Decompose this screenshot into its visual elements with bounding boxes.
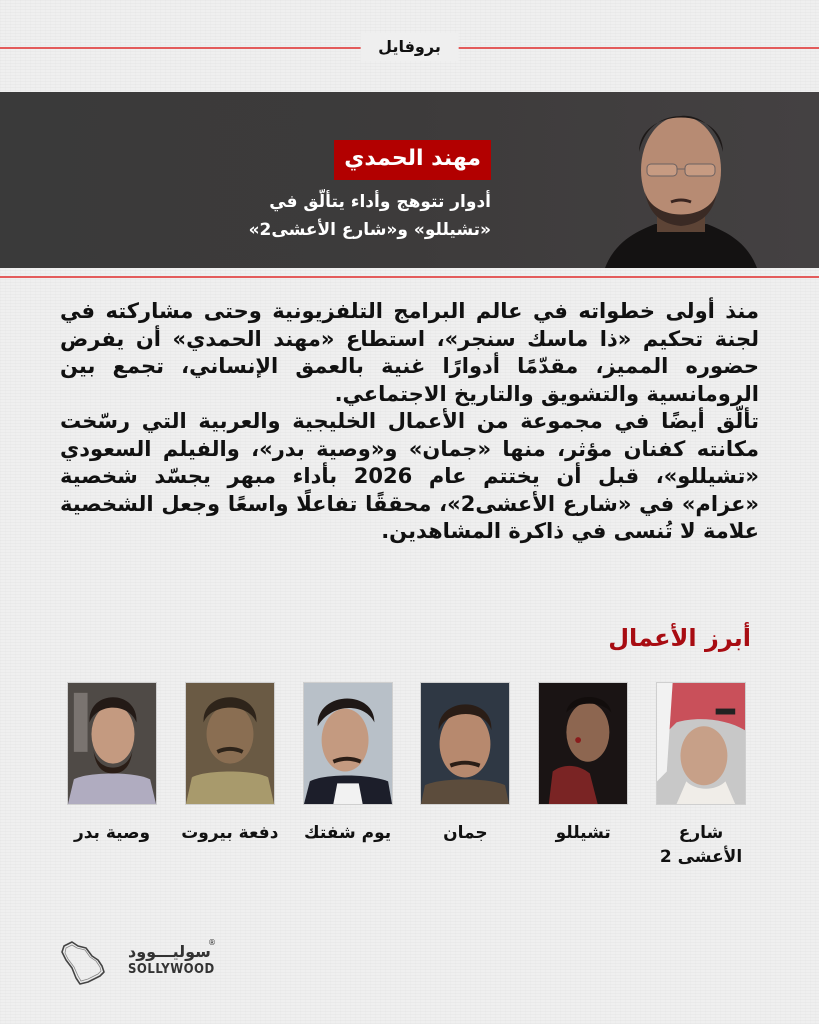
article-paragraph: منذ أولى خطواته في عالم البرامج التلفزيونية وحتى مشاركته في لجنة تحكيم «ذا ماسك سنجر»، استطاع «مهند الحمدي» أن يفرض حضوره المميز، مقدّمًا أدوارًا غنية بالعمق الإنساني، تجمع بين الرومانسية والتشويق والتاريخ الاجتماعي. bbox=[60, 299, 759, 406]
work-title: وصية بدر bbox=[73, 823, 151, 843]
work-item[interactable] bbox=[419, 682, 511, 869]
still-dark-icon bbox=[538, 682, 628, 805]
work-item[interactable] bbox=[655, 682, 747, 869]
works-title: أبرز الأعمال bbox=[608, 624, 751, 652]
name-badge: مهند الحمدي bbox=[334, 140, 491, 180]
work-item[interactable] bbox=[66, 682, 158, 869]
section-label: بروفايل bbox=[360, 33, 459, 61]
logo-arabic: سوليـــوود bbox=[128, 942, 211, 961]
registered-mark: ® bbox=[208, 938, 216, 947]
still-sepia-icon bbox=[185, 682, 275, 805]
work-item[interactable] bbox=[537, 682, 629, 869]
work-title: دفعة بيروت bbox=[181, 823, 279, 843]
work-title: شارع الأعشى 2 bbox=[659, 823, 743, 867]
still-jumman-icon bbox=[420, 682, 510, 805]
hero-subtitle: أدوار تتوهج وأداء يتألّق في «تشيللو» و«شارع الأعشى2» bbox=[248, 192, 491, 240]
still-shemagh-icon bbox=[656, 682, 746, 805]
work-item[interactable] bbox=[181, 682, 279, 869]
sollywood-logo bbox=[58, 938, 216, 990]
works-grid bbox=[66, 682, 747, 869]
saudi-map-icon bbox=[58, 938, 110, 990]
article-paragraph: تألّق أيضًا في مجموعة من الأعمال الخليجية والعربية التي رسّخت مكانته كفنان مؤثر، منها «جمان» و«وصية بدر»، والفيلم السعودي «تشيللو»، قبل أن يختتم عام 2026 بأداء مبهر يجسّد شخصية «عزام» في «شارع الأعشى2»، محققًا تفاعلًا واسعًا وجعل الشخصية علامة لا تُنسى في ذاكرة المشاهدين. bbox=[60, 409, 759, 543]
work-title: تشيللو bbox=[555, 823, 611, 843]
hero-text bbox=[191, 140, 491, 244]
work-title: يوم شفتك bbox=[304, 823, 392, 843]
still-outdoor-icon bbox=[303, 682, 393, 805]
hero-bottom-rule bbox=[0, 276, 819, 278]
hero-banner bbox=[0, 92, 819, 268]
portrait-photo-icon bbox=[605, 92, 757, 268]
logo-english: SOLLYWOOD bbox=[128, 962, 215, 977]
still-office-icon bbox=[67, 682, 157, 805]
work-title: جمان bbox=[443, 823, 488, 843]
work-item[interactable] bbox=[302, 682, 394, 869]
article-body bbox=[60, 298, 759, 546]
